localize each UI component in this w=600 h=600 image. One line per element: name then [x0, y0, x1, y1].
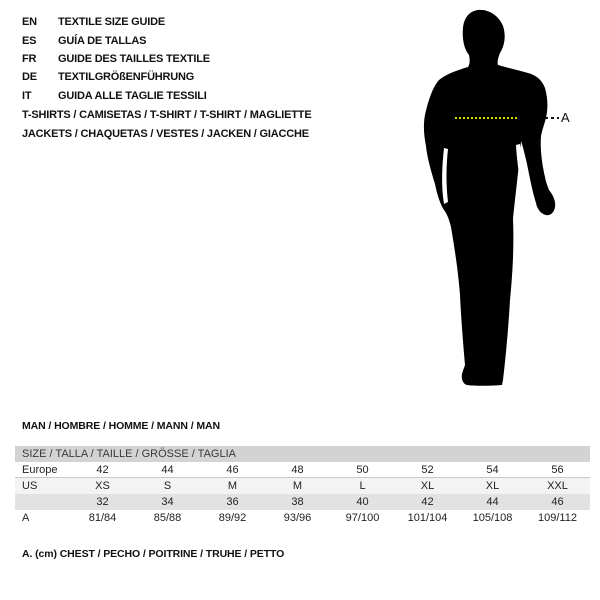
size-value-cell: 40 [356, 496, 369, 508]
measure-label-a: A [561, 110, 570, 125]
size-value-cell: 81/84 [88, 512, 117, 524]
row-label [15, 494, 70, 510]
size-value-cell: 50 [356, 464, 369, 476]
size-value-cell: 101/104 [407, 512, 448, 524]
language-row [22, 87, 210, 105]
size-table-body [15, 462, 590, 526]
size-value-cell: 52 [421, 464, 434, 476]
size-value-cell: 32 [96, 496, 109, 508]
measure-extension-line [545, 117, 559, 119]
size-table-header: SIZE / TALLA / TAILLE / GRÖSSE / TAGLIA [15, 446, 590, 462]
language-list [22, 13, 210, 105]
size-value-cell: 56 [551, 464, 564, 476]
size-value-cell: XXL [547, 480, 568, 492]
size-value-cell: M [292, 480, 303, 492]
guide-title-it: GUIDA ALLE TAGLIE TESSILI [58, 89, 207, 102]
size-value-cell: 54 [486, 464, 499, 476]
language-code: IT [22, 89, 32, 102]
measurement-footnote: A. (cm) CHEST / PECHO / POITRINE / TRUHE / PETTO [22, 548, 285, 560]
size-value-cell: 42 [96, 464, 109, 476]
man-silhouette-figure [420, 8, 570, 398]
size-value-cell: XL [485, 480, 500, 492]
category-list [22, 106, 311, 143]
size-value-cell: 48 [291, 464, 304, 476]
size-table [15, 446, 590, 526]
size-value-cell: S [163, 480, 172, 492]
chest-measurement-line [455, 117, 517, 119]
section-title-man: MAN / HOMBRE / HOMME / MANN / MAN [22, 420, 220, 432]
language-row [22, 31, 210, 49]
size-value-cell: 44 [486, 496, 499, 508]
category-line-jackets: JACKETS / CHAQUETAS / VESTES / JACKEN / GIACCHE [22, 127, 309, 140]
guide-title-fr: GUIDE DES TAILLES TEXTILE [58, 52, 210, 65]
language-row [22, 50, 210, 68]
size-value-cell: 36 [226, 496, 239, 508]
size-value-cell: 46 [226, 464, 239, 476]
size-value-cell: 38 [291, 496, 304, 508]
size-value-cell: L [359, 480, 366, 492]
guide-title-es: GUÍA DE TALLAS [58, 34, 147, 47]
table-row [15, 462, 590, 478]
category-line-tshirts: T-SHIRTS / CAMISETAS / T-SHIRT / T-SHIRT / MAGLIETTE [22, 109, 312, 121]
row-label: US [22, 480, 38, 492]
language-code: ES [22, 34, 37, 47]
size-value-cell: 89/92 [218, 512, 247, 524]
size-value-cell: 42 [421, 496, 434, 508]
size-value-cell: XS [95, 480, 110, 492]
row-label: A [22, 512, 30, 524]
size-value-cell: 109/112 [538, 512, 577, 524]
size-value-cell: M [227, 480, 238, 492]
size-value-cell: 85/88 [153, 512, 182, 524]
language-row [22, 68, 210, 86]
size-value-cell: XL [420, 480, 435, 492]
table-row [15, 478, 590, 494]
language-row [22, 13, 210, 31]
table-row [15, 494, 590, 510]
size-value-cell: 34 [161, 496, 174, 508]
size-value-cell: 93/96 [283, 512, 312, 524]
guide-title-de: TEXTILGRÖßENFÜHRUNG [58, 71, 195, 84]
table-row [15, 510, 590, 526]
row-label: Europe [22, 464, 58, 476]
guide-title-en: TEXTILE SIZE GUIDE [58, 16, 166, 29]
size-value-cell: 97/100 [345, 512, 380, 524]
size-value-cell: 105/108 [472, 512, 513, 524]
size-value-cell: 44 [161, 464, 174, 476]
size-value-cell: 46 [551, 496, 564, 508]
language-code: DE [22, 71, 37, 84]
language-code: FR [22, 52, 37, 65]
language-code: EN [22, 16, 37, 29]
